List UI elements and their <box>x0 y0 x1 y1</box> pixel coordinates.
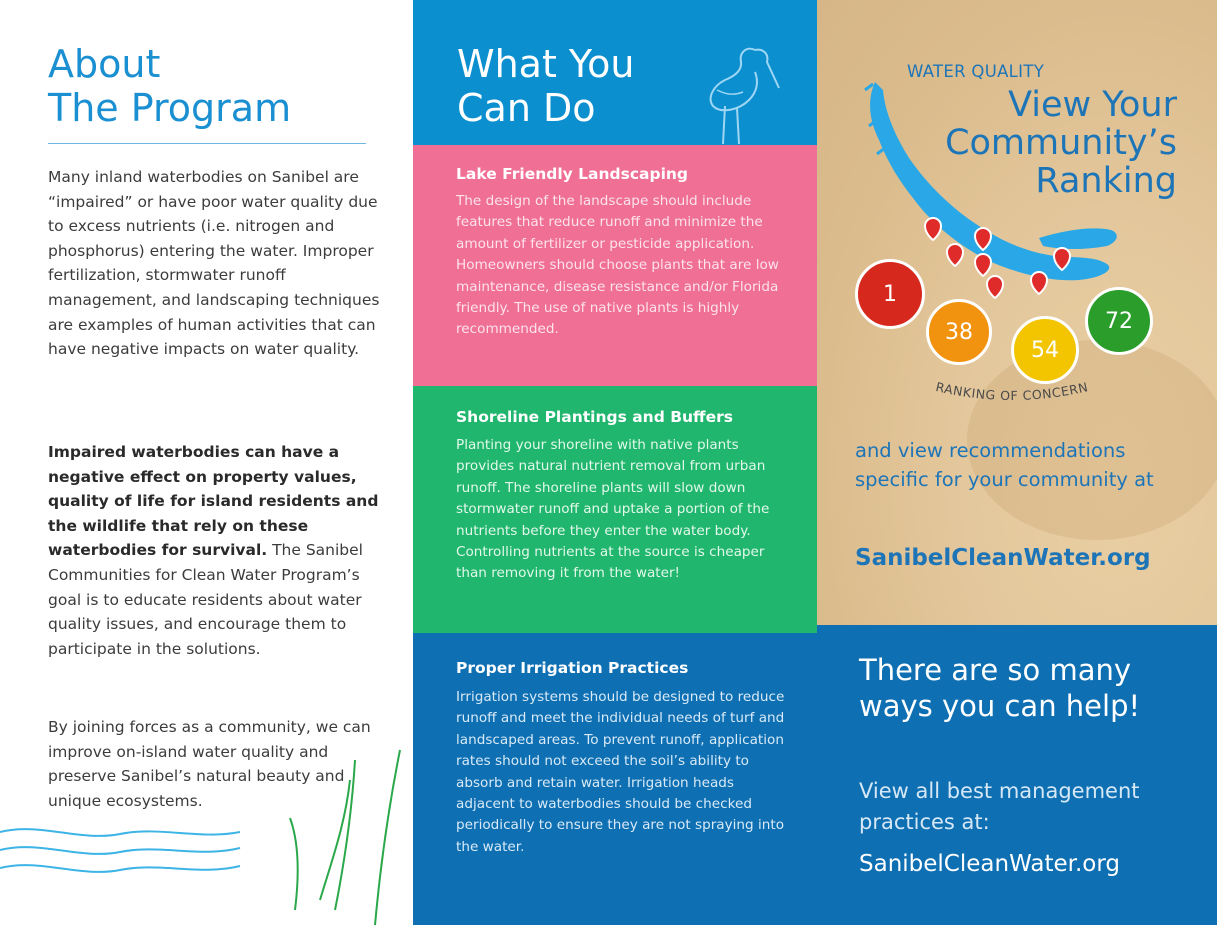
section-body: The design of the landscape should include features that reduce runoff and minimize the amount of fertilizer or pesticide application. Homeowners should choose plants that are low maintenance, disease resistance and/or Florida friendly. The use of native plants is highly recommended. <box>456 193 779 338</box>
help-body: View all best management practices at: <box>859 779 1140 834</box>
ranking-badge-72: 72 <box>1085 287 1153 355</box>
website-link-2[interactable]: SanibelCleanWater.org <box>859 851 1120 877</box>
svg-text:RANKING OF CONCERN: RANKING OF CONCERN <box>934 379 1090 404</box>
community-ranking-panel <box>817 0 1217 925</box>
ranking-of-concern-label <box>912 378 1112 418</box>
about-paragraph-2 <box>48 440 383 661</box>
water-quality-kicker: WATER QUALITY <box>907 62 1045 81</box>
ranking-badge-38: 38 <box>926 299 992 365</box>
about-paragraph-1: Many inland waterbodies on Sanibel are “impaired” or have poor water quality due to excess nutrients (i.e. nitrogen and phosphorus) entering the water. Improper fertilization, stormwater runoff management, and landscaping techniques are examples of human activities that can have negative impacts on water quality. <box>48 168 380 359</box>
title-divider <box>48 143 366 144</box>
ranking-badge-1: 1 <box>855 259 925 329</box>
section-heading: Proper Irrigation Practices <box>456 659 689 677</box>
what-you-can-do-header <box>413 0 817 145</box>
about-panel <box>0 0 413 925</box>
ranking-badge-54: 54 <box>1011 316 1079 384</box>
view-recommendations-text: and view recommendations specific for your community at <box>855 439 1154 491</box>
about-paragraph-2-rest: The Sanibel Communities for Clean Water Program’s goal is to educate residents about water quality issues, and encourage them to participate in the solutions. <box>48 541 363 658</box>
section-heading: Shoreline Plantings and Buffers <box>456 408 733 426</box>
help-section <box>817 625 1217 925</box>
website-link-1[interactable]: SanibelCleanWater.org <box>855 545 1151 571</box>
about-title: About The Program <box>48 42 292 130</box>
about-paragraph-3: By joining forces as a community, we can improve on-island water quality and preserve Sanibel’s natural beauty and unique ecosystems. <box>48 718 371 810</box>
water-grass-decoration <box>0 740 413 925</box>
ranking-title: View Your Community’s Ranking <box>945 85 1177 201</box>
section-lake-friendly-landscaping <box>413 145 817 386</box>
section-body: Irrigation systems should be designed to reduce runoff and meet the individual needs of turf and landscaped areas. To prevent runoff, application rates should not exceed the soil’s ability to absorb and retain water. Irrigation heads adjacent to waterbodies should be checked periodically to ensure they are not spraying into the water. <box>456 689 785 855</box>
what-you-can-do-title: What You Can Do <box>457 42 635 130</box>
section-body: Planting your shoreline with native plants provides natural nutrient removal from urban runoff. The shoreline plants will slow down stormwater runoff and uptake a portion of the nutrients before they enter the water body. Controlling nutrients at the source is cheaper than removing it from the water! <box>456 437 770 582</box>
what-you-can-do-panel <box>413 0 817 925</box>
section-shoreline-plantings <box>413 386 817 633</box>
spoonbill-icon <box>695 40 785 145</box>
section-proper-irrigation <box>413 633 817 925</box>
section-heading: Lake Friendly Landscaping <box>456 165 689 183</box>
about-paragraph-2-bold: Impaired waterbodies can have a negative effect on property values, quality of life for island residents and the wildlife that rely on these waterbodies for survival. <box>48 443 379 560</box>
help-title: There are so many ways you can help! <box>859 653 1141 723</box>
